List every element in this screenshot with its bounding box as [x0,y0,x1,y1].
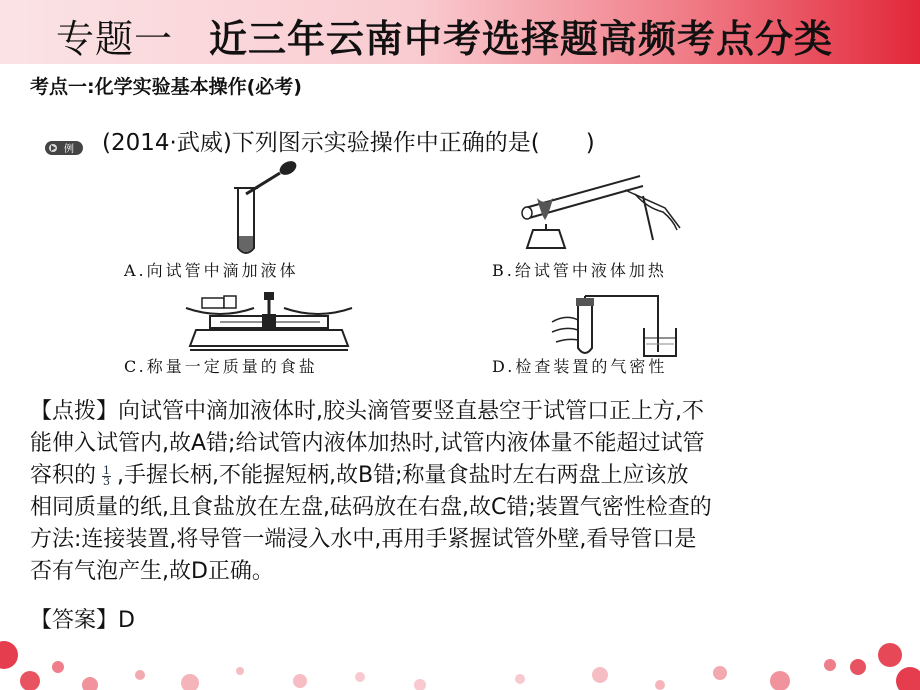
analysis-line-6: 否有气泡产生,故D正确。 [30,559,274,584]
question-text: (2014·武威)下列图示实验操作中正确的是( ) [102,130,595,156]
analysis-line-3 [30,460,892,492]
answer-text: 【答案】D [30,608,135,633]
option-c-caption: C.称量一定质量的食盐 [124,357,318,376]
subheading: 考点一:化学实验基本操作(必考) [30,76,302,98]
fraction-numerator: 1 [103,463,111,477]
one-third-fraction [102,463,111,488]
figure-d-airtight [548,292,688,362]
analysis-line-2: 能伸入试管内,故A错;给试管内液体加热时,试管内液体量不能超过试管 [30,431,705,456]
analysis-line-5: 方法:连接装置,将导管一端浸入水中,再用手紧握试管外壁,看导管口是 [30,527,697,552]
option-d-caption: D.检查装置的气密性 [492,357,668,376]
title-bar [0,0,920,64]
svg-text:例: 例 [64,144,74,155]
title-topic: 专题一 [56,17,174,61]
analysis-block [30,396,892,588]
option-a-caption: A.向试管中滴加液体 [124,261,299,280]
fraction-denominator: 3 [103,474,111,488]
decorative-dots [0,615,920,690]
option-b-caption: B.给试管中液体加热 [492,261,667,280]
analysis-line-1: 【点拨】向试管中滴加液体时,胶头滴管要竖直悬空于试管口正上方,不 [30,399,704,424]
example-badge-icon [45,140,83,156]
slide-title [56,8,833,63]
analysis-line-3-post: ,手握长柄,不能握短柄,故B错;称量食盐时左右两盘上应该放 [117,463,689,488]
analysis-line-3-pre: 容积的 [30,463,97,488]
figure-b-heating [515,168,685,258]
figure-a-dropper [222,160,302,260]
analysis-line-4: 相同质量的纸,且食盐放在左盘,砝码放在右盘,故C错;装置气密性检查的 [30,495,712,520]
title-heading: 近三年云南中考选择题高频考点分类 [209,17,834,61]
figure-c-balance [180,286,358,356]
